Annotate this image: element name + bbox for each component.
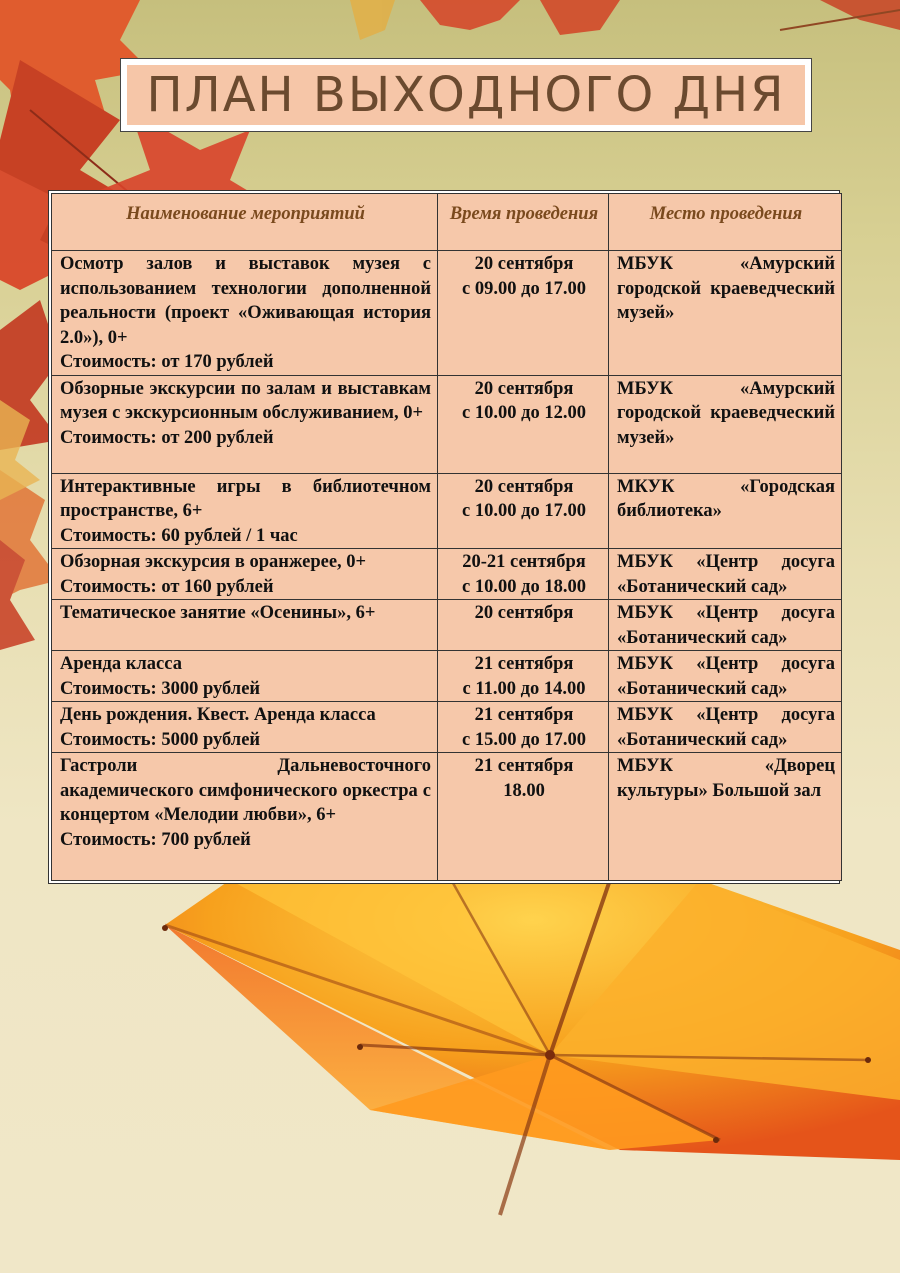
table-row	[52, 702, 842, 753]
table-header-row	[52, 194, 842, 251]
event-place-cell: МБУК «Центр досуга «Ботанический сад»	[609, 651, 842, 702]
event-time-cell	[438, 651, 609, 702]
maple-leaf-icon	[350, 0, 900, 40]
event-hours: с 10.00 до 12.00	[462, 403, 586, 423]
title-inner	[127, 65, 805, 125]
event-date: 20 сентября	[474, 378, 574, 399]
event-hours: с 10.00 до 17.00	[462, 501, 586, 521]
event-place-cell: МБУК «Центр досуга «Ботанический сад»	[609, 549, 842, 600]
event-name-cell	[52, 702, 438, 753]
event-name-cell	[52, 473, 438, 549]
event-name: Интерактивные игры в библиотечном пространстве, 6+	[60, 476, 431, 521]
event-name-cell	[52, 375, 438, 473]
table-row	[52, 549, 842, 600]
event-name: Тематическое занятие «Осенины», 6+	[60, 603, 376, 623]
table-row	[52, 251, 842, 376]
event-price: Стоимость: 60 рублей / 1 час	[60, 525, 298, 546]
table-row	[52, 600, 842, 651]
event-name-cell	[52, 600, 438, 651]
event-hours: 18.00	[503, 780, 545, 801]
event-name: Аренда класса	[60, 654, 182, 674]
header-event-name: Наименование мероприятий	[52, 194, 438, 251]
event-name-cell	[52, 651, 438, 702]
table-row	[52, 753, 842, 881]
table-row	[52, 473, 842, 549]
event-price: Стоимость: 3000 рублей	[60, 678, 261, 699]
event-place-cell: МБУК «Центр досуга «Ботанический сад»	[609, 600, 842, 651]
event-time-cell	[438, 600, 609, 651]
header-place: Место проведения	[609, 194, 842, 251]
event-time-cell	[438, 375, 609, 473]
event-place-cell: МБУК «Дворец культуры» Большой зал	[609, 753, 842, 881]
event-date: 20-21 сентября	[462, 552, 586, 572]
event-time-cell	[438, 251, 609, 376]
event-name: Обзорные экскурсии по залам и выставкам музея с экскурсионным обслуживанием, 0+	[60, 378, 431, 423]
event-place-cell: МБУК «Центр досуга «Ботанический сад»	[609, 702, 842, 753]
event-time-cell	[438, 702, 609, 753]
title-banner	[120, 58, 812, 132]
event-name-cell	[52, 251, 438, 376]
event-date: 21 сентября	[474, 756, 574, 776]
event-name: День рождения. Квест. Аренда класса	[60, 705, 376, 725]
table-row	[52, 375, 842, 473]
event-time-cell	[438, 753, 609, 881]
event-date: 20 сентября	[474, 476, 574, 497]
event-name: Осмотр залов и выставок музея с использованием технологии дополненной реальности (проект «Оживающая история 2.0»), 0+	[60, 254, 431, 348]
umbrella-illustration	[162, 860, 900, 1215]
event-name-cell	[52, 549, 438, 600]
event-hours: с 10.00 до 18.00	[462, 576, 586, 597]
header-time: Время проведения	[438, 194, 609, 251]
event-price: Стоимость: от 200 рублей	[60, 427, 274, 448]
event-price: Стоимость: 700 рублей	[60, 829, 251, 850]
event-date: 21 сентября	[474, 654, 574, 674]
event-hours: с 09.00 до 17.00	[462, 278, 586, 299]
event-hours: с 11.00 до 14.00	[462, 678, 586, 699]
event-time-cell	[438, 473, 609, 549]
event-place-cell: МБУК «Амурский городской краеведческий музей»	[609, 251, 842, 376]
event-name: Гастроли Дальневосточного академического симфонического оркестра с концертом «Мелодии любви», 6+	[60, 756, 431, 825]
table-row	[52, 651, 842, 702]
page-title: ПЛАН ВЫХОДНОГО ДНЯ	[146, 67, 786, 123]
events-table	[51, 193, 842, 881]
event-price: Стоимость: от 160 рублей	[60, 576, 274, 597]
event-date: 21 сентября	[474, 705, 574, 725]
event-name: Обзорная экскурсия в оранжерее, 0+	[60, 552, 367, 572]
events-table-frame	[48, 190, 840, 884]
event-price: Стоимость: от 170 рублей	[60, 352, 274, 372]
event-time-cell	[438, 549, 609, 600]
event-price: Стоимость: 5000 рублей	[60, 729, 261, 750]
event-date: 20 сентября	[474, 603, 574, 623]
event-place-cell: МКУК «Городская библиотека»	[609, 473, 842, 549]
event-date: 20 сентября	[474, 254, 574, 274]
event-name-cell	[52, 753, 438, 881]
event-place-cell: МБУК «Амурский городской краеведческий музей»	[609, 375, 842, 473]
event-hours: с 15.00 до 17.00	[462, 729, 586, 750]
